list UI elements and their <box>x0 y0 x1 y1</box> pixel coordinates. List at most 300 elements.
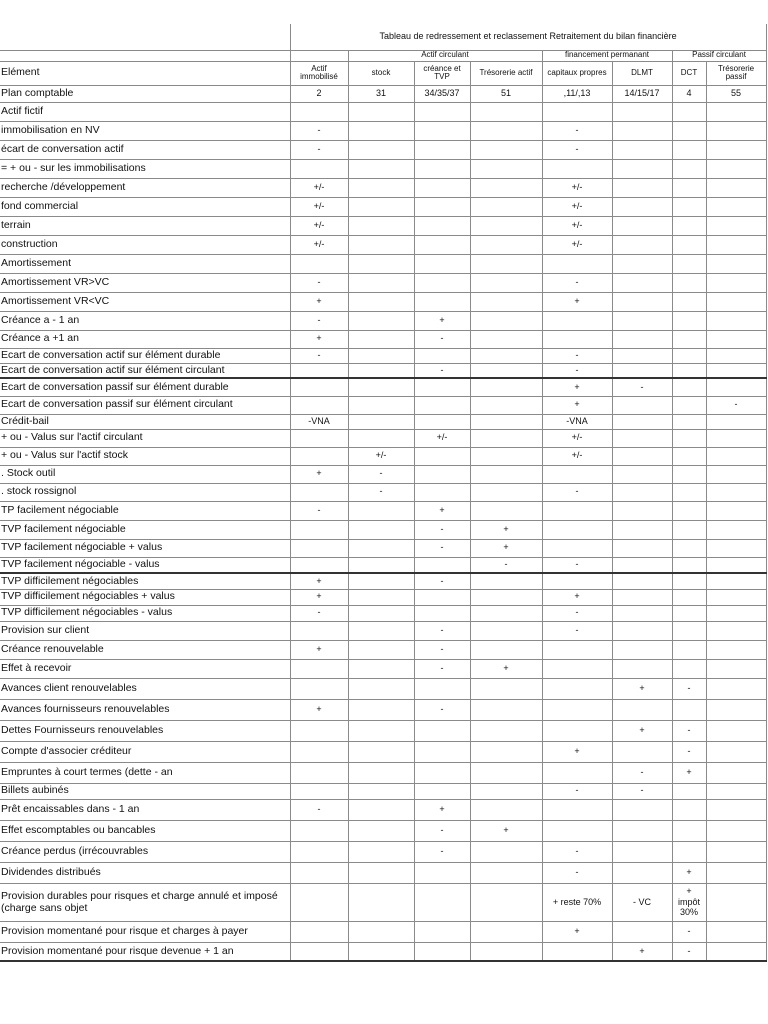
cell-capitaux-propres <box>542 762 612 783</box>
cell-tresorerie-actif <box>470 605 542 621</box>
cell-stock <box>348 363 414 378</box>
cell-capitaux-propres <box>542 102 612 121</box>
row-label: TP facilement négociable <box>0 501 290 520</box>
cell-tresorerie-passif <box>706 363 766 378</box>
cell-actif-immobilise <box>290 363 348 378</box>
cell-actif-immobilise: +/- <box>290 197 348 216</box>
cell-capitaux-propres: +/- <box>542 178 612 197</box>
cell-dlmt <box>612 605 672 621</box>
cell-tresorerie-passif <box>706 921 766 942</box>
cell-dct <box>672 197 706 216</box>
cell-tresorerie-actif <box>470 254 542 273</box>
cell-creance-tvp: - <box>414 659 470 678</box>
cell-dct <box>672 783 706 799</box>
cell-capitaux-propres <box>542 159 612 178</box>
cell-actif-immobilise <box>290 483 348 501</box>
row-label: TVP facilement négociable <box>0 520 290 539</box>
cell-actif-immobilise: + <box>290 573 348 589</box>
row-label: construction <box>0 235 290 254</box>
cell-actif-immobilise: + <box>290 589 348 605</box>
cell-dct <box>672 501 706 520</box>
cell-dlmt <box>612 640 672 659</box>
cell-dct: + impôt 30% <box>672 883 706 921</box>
header-capitaux-propres: capitaux propres <box>542 61 612 85</box>
cell-creance-tvp: - <box>414 330 470 348</box>
row-label: TVP difficilement négociables + valus <box>0 589 290 605</box>
cell-dlmt <box>612 589 672 605</box>
cell-tresorerie-passif <box>706 557 766 573</box>
table-row <box>0 640 766 659</box>
cell-stock <box>348 942 414 961</box>
cell-stock: - <box>348 465 414 483</box>
cell-creance-tvp <box>414 862 470 883</box>
cell-stock <box>348 699 414 720</box>
cell-stock <box>348 678 414 699</box>
cell-tresorerie-actif: + <box>470 520 542 539</box>
row-label: Avances client renouvelables <box>0 678 290 699</box>
cell-stock <box>348 605 414 621</box>
restatement-table <box>0 24 767 962</box>
cell-dlmt <box>612 621 672 640</box>
cell-tresorerie-passif <box>706 501 766 520</box>
cell-capitaux-propres <box>542 942 612 961</box>
cell-capitaux-propres: +/- <box>542 197 612 216</box>
cell-dct <box>672 311 706 330</box>
row-label: Empruntes à court termes (dette - an <box>0 762 290 783</box>
cell-actif-immobilise: - <box>290 273 348 292</box>
cell-dlmt <box>612 573 672 589</box>
cell-stock: +/- <box>348 447 414 465</box>
cell-dlmt <box>612 501 672 520</box>
row-label: Provision momentané pour risque devenue + 1 an <box>0 942 290 961</box>
cell-actif-immobilise <box>290 783 348 799</box>
group-blank <box>290 50 348 61</box>
row-label: Créance a +1 an <box>0 330 290 348</box>
cell-stock: - <box>348 483 414 501</box>
cell-capitaux-propres: + <box>542 741 612 762</box>
group-actif-circulant: Actif circulant <box>348 50 542 61</box>
cell-tresorerie-passif <box>706 678 766 699</box>
table-row <box>0 429 766 447</box>
cell-dct <box>672 820 706 841</box>
cell-stock <box>348 378 414 396</box>
row-label: Provision momentané pour risque et charges à payer <box>0 921 290 942</box>
group-financement-permanent: financement permanant <box>542 50 672 61</box>
cell-actif-immobilise: -VNA <box>290 414 348 429</box>
header-element: Elément <box>0 61 290 85</box>
table-row <box>0 699 766 720</box>
row-label: TVP difficilement négociables <box>0 573 290 589</box>
group-passif-circulant: Passif circulant <box>672 50 766 61</box>
cell-tresorerie-actif <box>470 235 542 254</box>
cell-dct: + <box>672 762 706 783</box>
row-label: Compte d'associer créditeur <box>0 741 290 762</box>
cell-tresorerie-actif <box>470 197 542 216</box>
cell-tresorerie-actif <box>470 140 542 159</box>
cell-dct <box>672 235 706 254</box>
cell-actif-immobilise <box>290 841 348 862</box>
cell-stock <box>348 539 414 557</box>
cell-capitaux-propres <box>542 820 612 841</box>
row-label: Créance perdus (irrécouvrables <box>0 841 290 862</box>
cell-stock <box>348 921 414 942</box>
cell-actif-immobilise <box>290 447 348 465</box>
cell-dlmt <box>612 447 672 465</box>
cell-tresorerie-passif <box>706 883 766 921</box>
row-label: immobilisation en NV <box>0 121 290 140</box>
header-tresorerie-actif: Trésorerie actif <box>470 61 542 85</box>
row-label: . stock rossignol <box>0 483 290 501</box>
cell-creance-tvp <box>414 465 470 483</box>
cell-tresorerie-actif <box>470 573 542 589</box>
cell-creance-tvp <box>414 348 470 363</box>
cell-dct <box>672 799 706 820</box>
cell-tresorerie-passif <box>706 539 766 557</box>
cell-dlmt <box>612 741 672 762</box>
cell-dlmt: - <box>612 783 672 799</box>
table-row <box>0 921 766 942</box>
cell-tresorerie-actif <box>470 159 542 178</box>
cell-tresorerie-actif <box>470 178 542 197</box>
cell-capitaux-propres: - <box>542 363 612 378</box>
cell-dlmt <box>612 363 672 378</box>
cell-creance-tvp <box>414 762 470 783</box>
cell-stock <box>348 621 414 640</box>
cell-capitaux-propres: ,11/,13 <box>542 85 612 102</box>
cell-capitaux-propres: + <box>542 396 612 414</box>
cell-creance-tvp <box>414 557 470 573</box>
cell-tresorerie-actif <box>470 501 542 520</box>
cell-dlmt <box>612 254 672 273</box>
cell-capitaux-propres: + <box>542 589 612 605</box>
cell-tresorerie-actif <box>470 883 542 921</box>
cell-tresorerie-passif <box>706 330 766 348</box>
cell-actif-immobilise: - <box>290 121 348 140</box>
table-row <box>0 216 766 235</box>
cell-tresorerie-actif <box>470 273 542 292</box>
cell-stock <box>348 140 414 159</box>
table-row <box>0 292 766 311</box>
cell-tresorerie-passif <box>706 102 766 121</box>
table-row <box>0 311 766 330</box>
cell-tresorerie-passif <box>706 254 766 273</box>
cell-tresorerie-actif <box>470 841 542 862</box>
row-label: TVP facilement négociable - valus <box>0 557 290 573</box>
cell-tresorerie-actif <box>470 921 542 942</box>
cell-actif-immobilise: +/- <box>290 235 348 254</box>
cell-dct: + <box>672 862 706 883</box>
table-row <box>0 573 766 589</box>
cell-capitaux-propres <box>542 501 612 520</box>
cell-dlmt <box>612 235 672 254</box>
cell-dct <box>672 573 706 589</box>
cell-tresorerie-actif <box>470 465 542 483</box>
row-label: + ou - Valus sur l'actif stock <box>0 447 290 465</box>
cell-dct <box>672 159 706 178</box>
table-row <box>0 678 766 699</box>
cell-dct <box>672 414 706 429</box>
row-label: Avances fournisseurs renouvelables <box>0 699 290 720</box>
cell-tresorerie-actif <box>470 640 542 659</box>
row-label: Ecart de conversation passif sur élément circulant <box>0 396 290 414</box>
row-label: Ecart de conversation passif sur élément durable <box>0 378 290 396</box>
row-label: Billets aubinés <box>0 783 290 799</box>
header-stock: stock <box>348 61 414 85</box>
cell-creance-tvp <box>414 414 470 429</box>
cell-dlmt <box>612 140 672 159</box>
cell-actif-immobilise <box>290 159 348 178</box>
cell-tresorerie-actif <box>470 762 542 783</box>
cell-tresorerie-passif <box>706 348 766 363</box>
cell-stock <box>348 178 414 197</box>
cell-dlmt <box>612 465 672 483</box>
cell-tresorerie-actif <box>470 862 542 883</box>
cell-dlmt <box>612 178 672 197</box>
table-row <box>0 330 766 348</box>
cell-capitaux-propres <box>542 573 612 589</box>
cell-capitaux-propres: - <box>542 783 612 799</box>
table-row <box>0 235 766 254</box>
cell-actif-immobilise <box>290 621 348 640</box>
cell-creance-tvp <box>414 216 470 235</box>
cell-creance-tvp <box>414 121 470 140</box>
table-row <box>0 942 766 961</box>
cell-creance-tvp <box>414 178 470 197</box>
cell-stock <box>348 235 414 254</box>
cell-capitaux-propres: + reste 70% <box>542 883 612 921</box>
row-label: fond commercial <box>0 197 290 216</box>
cell-actif-immobilise <box>290 762 348 783</box>
cell-actif-immobilise <box>290 557 348 573</box>
table-row <box>0 501 766 520</box>
table-row <box>0 159 766 178</box>
row-label: Provision durables pour risques et charge annulé et imposé (charge sans objet <box>0 883 290 921</box>
cell-creance-tvp: +/- <box>414 429 470 447</box>
cell-tresorerie-passif <box>706 942 766 961</box>
cell-dct: - <box>672 921 706 942</box>
cell-dlmt <box>612 799 672 820</box>
cell-dlmt <box>612 557 672 573</box>
cell-tresorerie-passif <box>706 292 766 311</box>
cell-dct <box>672 465 706 483</box>
cell-capitaux-propres: - <box>542 140 612 159</box>
table-row <box>0 396 766 414</box>
cell-dlmt: 14/15/17 <box>612 85 672 102</box>
cell-tresorerie-actif <box>470 783 542 799</box>
cell-dct <box>672 102 706 121</box>
cell-creance-tvp <box>414 378 470 396</box>
cell-dct <box>672 216 706 235</box>
header-dlmt: DLMT <box>612 61 672 85</box>
cell-dlmt <box>612 102 672 121</box>
cell-creance-tvp <box>414 589 470 605</box>
cell-tresorerie-actif: - <box>470 557 542 573</box>
cell-dlmt <box>612 292 672 311</box>
cell-stock <box>348 589 414 605</box>
cell-stock <box>348 311 414 330</box>
cell-tresorerie-actif <box>470 330 542 348</box>
cell-dlmt <box>612 414 672 429</box>
cell-tresorerie-passif <box>706 140 766 159</box>
row-label: Ecart de conversation actif sur élément durable <box>0 348 290 363</box>
cell-creance-tvp: - <box>414 573 470 589</box>
cell-creance-tvp <box>414 273 470 292</box>
cell-dct <box>672 178 706 197</box>
cell-creance-tvp <box>414 720 470 741</box>
table-row <box>0 659 766 678</box>
cell-tresorerie-passif <box>706 762 766 783</box>
cell-tresorerie-passif <box>706 699 766 720</box>
cell-stock <box>348 520 414 539</box>
cell-tresorerie-passif <box>706 862 766 883</box>
cell-tresorerie-actif <box>470 678 542 699</box>
cell-tresorerie-passif <box>706 465 766 483</box>
cell-stock <box>348 659 414 678</box>
cell-capitaux-propres: - <box>542 557 612 573</box>
table-row <box>0 741 766 762</box>
cell-tresorerie-passif <box>706 573 766 589</box>
table-row <box>0 483 766 501</box>
cell-dlmt <box>612 429 672 447</box>
table-row <box>0 102 766 121</box>
cell-dct <box>672 589 706 605</box>
cell-capitaux-propres: - <box>542 483 612 501</box>
cell-actif-immobilise: - <box>290 799 348 820</box>
cell-tresorerie-actif <box>470 396 542 414</box>
cell-tresorerie-passif <box>706 640 766 659</box>
cell-tresorerie-actif <box>470 942 542 961</box>
blank-title-left <box>0 24 290 50</box>
row-label: écart de conversation actif <box>0 140 290 159</box>
cell-creance-tvp <box>414 883 470 921</box>
cell-tresorerie-actif <box>470 292 542 311</box>
cell-tresorerie-passif <box>706 311 766 330</box>
cell-creance-tvp <box>414 678 470 699</box>
cell-actif-immobilise <box>290 539 348 557</box>
cell-tresorerie-passif <box>706 799 766 820</box>
row-label: Provision sur client <box>0 621 290 640</box>
cell-dct <box>672 605 706 621</box>
cell-capitaux-propres: + <box>542 921 612 942</box>
cell-actif-immobilise <box>290 862 348 883</box>
cell-tresorerie-actif <box>470 483 542 501</box>
cell-dlmt <box>612 273 672 292</box>
table-row <box>0 883 766 921</box>
cell-actif-immobilise: + <box>290 640 348 659</box>
cell-capitaux-propres: +/- <box>542 216 612 235</box>
table-row <box>0 378 766 396</box>
cell-creance-tvp: - <box>414 640 470 659</box>
table-row <box>0 589 766 605</box>
table-row <box>0 85 766 102</box>
cell-stock <box>348 783 414 799</box>
cell-actif-immobilise <box>290 254 348 273</box>
row-label: TVP difficilement négociables - valus <box>0 605 290 621</box>
cell-dct <box>672 621 706 640</box>
table-row <box>0 783 766 799</box>
row-label: Ecart de conversation actif sur élément circulant <box>0 363 290 378</box>
cell-dct <box>672 330 706 348</box>
cell-dlmt <box>612 216 672 235</box>
cell-dct <box>672 483 706 501</box>
cell-actif-immobilise <box>290 378 348 396</box>
cell-dlmt: - VC <box>612 883 672 921</box>
cell-dct <box>672 640 706 659</box>
cell-capitaux-propres: + <box>542 378 612 396</box>
row-label: Actif fictif <box>0 102 290 121</box>
cell-stock <box>348 720 414 741</box>
cell-dlmt <box>612 197 672 216</box>
cell-actif-immobilise <box>290 720 348 741</box>
cell-capitaux-propres <box>542 720 612 741</box>
cell-dlmt: + <box>612 720 672 741</box>
cell-creance-tvp <box>414 292 470 311</box>
cell-actif-immobilise <box>290 678 348 699</box>
cell-capitaux-propres: - <box>542 862 612 883</box>
cell-stock <box>348 216 414 235</box>
cell-capitaux-propres: -VNA <box>542 414 612 429</box>
table-row <box>0 178 766 197</box>
cell-creance-tvp <box>414 921 470 942</box>
cell-dct <box>672 140 706 159</box>
cell-actif-immobilise: - <box>290 348 348 363</box>
cell-stock <box>348 396 414 414</box>
cell-dlmt <box>612 862 672 883</box>
cell-tresorerie-passif <box>706 605 766 621</box>
cell-actif-immobilise <box>290 820 348 841</box>
row-label: Créance a - 1 an <box>0 311 290 330</box>
row-label: Dettes Fournisseurs renouvelables <box>0 720 290 741</box>
cell-tresorerie-actif <box>470 121 542 140</box>
cell-dlmt <box>612 483 672 501</box>
header-dct: DCT <box>672 61 706 85</box>
cell-tresorerie-actif: 51 <box>470 85 542 102</box>
cell-tresorerie-passif <box>706 820 766 841</box>
row-label: Créance renouvelable <box>0 640 290 659</box>
cell-actif-immobilise <box>290 520 348 539</box>
cell-dct: - <box>672 678 706 699</box>
cell-actif-immobilise <box>290 429 348 447</box>
cell-tresorerie-passif: - <box>706 396 766 414</box>
cell-tresorerie-passif <box>706 235 766 254</box>
cell-tresorerie-actif: + <box>470 820 542 841</box>
cell-tresorerie-actif <box>470 799 542 820</box>
cell-capitaux-propres <box>542 311 612 330</box>
cell-creance-tvp: - <box>414 621 470 640</box>
cell-actif-immobilise <box>290 942 348 961</box>
cell-creance-tvp: + <box>414 799 470 820</box>
cell-dct: - <box>672 741 706 762</box>
cell-dlmt: - <box>612 378 672 396</box>
cell-capitaux-propres: + <box>542 292 612 311</box>
cell-creance-tvp <box>414 254 470 273</box>
table-row <box>0 841 766 862</box>
table-row <box>0 820 766 841</box>
cell-stock <box>348 429 414 447</box>
cell-dlmt: + <box>612 678 672 699</box>
cell-dlmt <box>612 699 672 720</box>
cell-creance-tvp <box>414 396 470 414</box>
cell-stock <box>348 573 414 589</box>
row-label: recherche /développement <box>0 178 290 197</box>
cell-actif-immobilise <box>290 659 348 678</box>
cell-actif-immobilise <box>290 396 348 414</box>
cell-creance-tvp <box>414 159 470 178</box>
cell-creance-tvp <box>414 235 470 254</box>
cell-tresorerie-passif <box>706 621 766 640</box>
cell-stock <box>348 762 414 783</box>
cell-stock <box>348 557 414 573</box>
